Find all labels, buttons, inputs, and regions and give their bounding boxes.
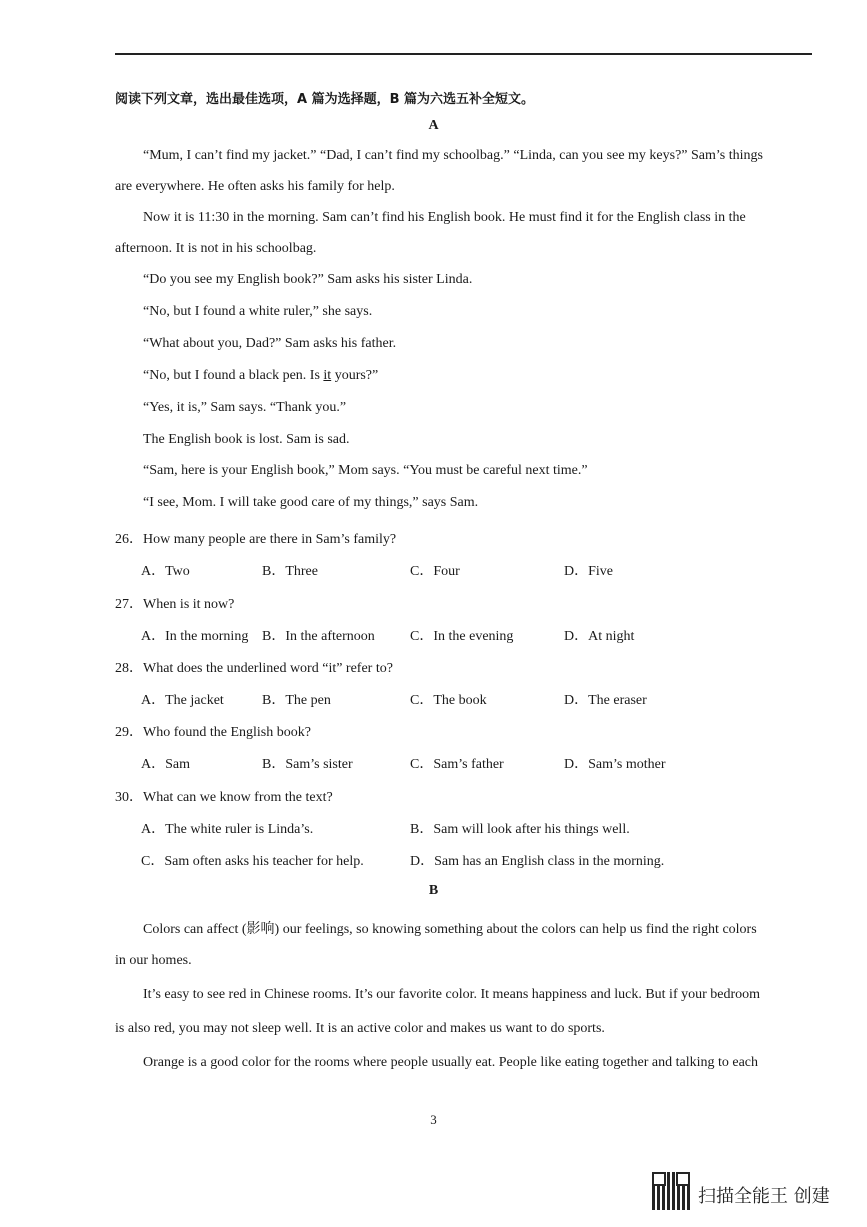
passage-line: Now it is 11:30 in the morning. Sam can’t find his English book. He must find it for the English class in the <box>143 210 746 225</box>
option-27-c[interactable]: C．In the evening <box>410 629 514 644</box>
pen-line-after: yours?” <box>331 368 379 383</box>
passage-line: “I see, Mom. I will take good care of my things,” says Sam. <box>143 495 479 510</box>
option-27-a[interactable]: A．In the morning <box>141 629 249 644</box>
option-28-b[interactable]: B．The pen <box>262 693 331 708</box>
option-30-d[interactable]: D．Sam has an English class in the morning. <box>410 854 665 869</box>
section-b-heading: B <box>428 883 439 898</box>
section-b-line: is also red, you may not sleep well. It is an active color and makes us want to do sports. <box>115 1021 605 1036</box>
option-28-c[interactable]: C．The book <box>410 693 487 708</box>
passage-line: are everywhere. He often asks his family for help. <box>115 179 395 194</box>
section-b-line: Orange is a good color for the rooms where people usually eat. People like eating together and talking to each <box>143 1055 759 1070</box>
question-30: 30．What can we know from the text? <box>115 790 333 805</box>
option-26-c[interactable]: C．Four <box>410 564 460 579</box>
underlined-it: it <box>323 368 332 383</box>
section-b-line: It’s easy to see red in Chinese rooms. It’s our favorite color. It means happiness and luck. But if your bedroom <box>143 987 761 1002</box>
passage-line: “Yes, it is,” Sam says. “Thank you.” <box>143 400 347 415</box>
passage-line: afternoon. It is not in his schoolbag. <box>115 241 317 256</box>
passage-line: “Mum, I can’t find my jacket.” “Dad, I can’t find my schoolbag.” “Linda, can you see my keys?” Sam’s things <box>143 148 763 163</box>
scanner-watermark: 扫描全能王 创建 <box>698 1186 830 1207</box>
section-b-line: Colors can affect (影响) our feelings, so knowing something about the colors can help us find the right colors <box>143 922 757 937</box>
instructions: 阅读下列文章，选出最佳选项，A 篇为选择题，B 篇为六选五补全短文。 <box>115 92 535 107</box>
top-rule <box>115 53 812 55</box>
option-30-c[interactable]: C．Sam often asks his teacher for help. <box>141 854 364 869</box>
passage-line-pen <box>143 368 378 384</box>
qr-code-icon <box>652 1172 690 1210</box>
option-26-b[interactable]: B．Three <box>262 564 318 579</box>
section-b-line: in our homes. <box>115 953 192 968</box>
passage-line: “What about you, Dad?” Sam asks his father. <box>143 336 397 351</box>
passage-line: “Do you see my English book?” Sam asks his sister Linda. <box>143 272 473 287</box>
section-a-heading: A <box>428 118 439 133</box>
option-29-c[interactable]: C．Sam’s father <box>410 757 504 772</box>
question-28: 28．What does the underlined word “it” refer to? <box>115 661 393 676</box>
question-26: 26．How many people are there in Sam’s family? <box>115 532 397 547</box>
option-29-a[interactable]: A．Sam <box>141 757 190 772</box>
question-27: 27．When is it now? <box>115 597 235 612</box>
option-30-a[interactable]: A．The white ruler is Linda’s. <box>141 822 314 837</box>
question-29: 29．Who found the English book? <box>115 725 311 740</box>
option-28-a[interactable]: A．The jacket <box>141 693 224 708</box>
passage-line: “Sam, here is your English book,” Mom says. “You must be careful next time.” <box>143 463 588 478</box>
option-26-a[interactable]: A．Two <box>141 564 190 579</box>
passage-line: The English book is lost. Sam is sad. <box>143 432 350 447</box>
option-29-b[interactable]: B．Sam’s sister <box>262 757 353 772</box>
option-26-d[interactable]: D．Five <box>564 564 613 579</box>
option-27-d[interactable]: D．At night <box>564 629 635 644</box>
page-number: 3 <box>430 1112 437 1127</box>
option-30-b[interactable]: B．Sam will look after his things well. <box>410 822 630 837</box>
option-28-d[interactable]: D．The eraser <box>564 693 647 708</box>
option-29-d[interactable]: D．Sam’s mother <box>564 757 666 772</box>
passage-line: “No, but I found a white ruler,” she says. <box>143 304 373 319</box>
option-27-b[interactable]: B．In the afternoon <box>262 629 375 644</box>
pen-line-before: “No, but I found a black pen. Is <box>143 368 324 383</box>
